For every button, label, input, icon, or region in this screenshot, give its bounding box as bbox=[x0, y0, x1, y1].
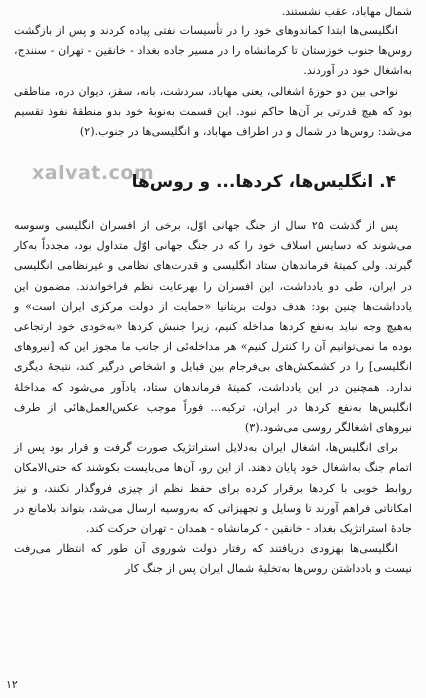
watermark: xalvat.com bbox=[32, 162, 155, 184]
text-block-upper bbox=[14, 21, 412, 142]
section-heading: ۴. انگلیس‌ها، کردها... و روس‌ها bbox=[131, 172, 396, 192]
page-number: ۱۲ bbox=[6, 678, 18, 691]
text-block-lower bbox=[14, 216, 412, 580]
top-partial-line: شمال مهاباد، عقب نشستند. bbox=[281, 5, 412, 18]
paragraph: پس از گذشت ۲۵ سال از جنگ جهانی اوّل، برخی از افسران انگلیسی وسوسه می‌شوند که دسایس اسلاف خود را که در جنگ جهانی اوّل متداول بود، مجدداً به‌کار گیرند. ولی کمیتهٔ فرماندهان ستاد انگلیسی و قدرت‌های نظامی و غیرنظامی انگلیسی در ایران، طی دو یادداشت، این افسران را بهرعایت نظم فراخواندند. مضمون این یادداشت‌ها چنین بود: هدف دولت بریتانیا «حمایت از دولت مرکزی ایران است» و به‌هیچ وجه نباید به‌نفع کردها مداخله کنیم، زیرا جنبش کردها «به‌خودی خود ارتجاعی بوده ما نمی‌توانیم آن را کنترل کنیم» هر مداخله‌ئی از جانب ما مجوز این که [نیروهای انگلیسی] را در کشمکش‌های بی‌فرجام بین قبایل و اشخاص درگیر کند، نتیجهٔ دیگری ندارد. همچنین در این یادداشت، کمیتهٔ فرماندهان ستاد، یادآور می‌شود که مداخلهٔ انگلیس‌ها به‌نفع کردها در ایران، ترکیه... فوراً موجب عکس‌العمل‌هائی از طرف نیروهای اشغالگر روسی می‌شود.(۳) bbox=[14, 219, 412, 435]
paragraph: نواحی بین دو حوزهٔ اشغالی، یعنی مهاباد، سردشت، بانه، سقز، دیوان دره، مناطقی بود که هیچ قدرتی بر آن‌ها حاکم نبود. این قسمت به‌نوبهٔ خود بدو منطقهٔ نفوذ تقسیم می‌شد: روس‌ها در شمال و در اطراف مهاباد، و انگلیسی‌ها در جنوب.(۲) bbox=[14, 84, 412, 139]
paragraph: برای انگلیس‌ها، اشغال ایران به‌دلایل استراتژیک صورت گرفت و قرار بود پس از اتمام جنگ به‌اشغال خود پایان دهند. از این رو، آن‌ها می‌بایست بکوشند که حتی‌الامکان روابط خوبی با کردها برقرار کرده برای حفظ نظم از چیزی فروگذار نکنند، و نیز امکاناتی فراهم آورند تا وسایل و تجهیزاتی که به‌روسیه ارسال می‌شد، بتواند بلامانع در جادهٔ استراتژیک بغداد - خانقین - کرمانشاه - همدان - تهران حرکت کند. bbox=[14, 441, 412, 536]
paragraph: انگلیسی‌ها ابتدا کماندوهای خود را در تأسیسات نفتی پیاده کردند و پس از بازگشت روس‌ها جنوب خوزستان تا کرمانشاه را در مسیر جاده بغداد - خانقین - تهران - سنندج، به‌اشغال خود در آوردند. bbox=[14, 24, 412, 78]
paragraph: انگلیسی‌ها بهزودی دریافتند که رفتار دولت شوروی آن طور که انتظار می‌رفت نیست و بادداشتن روس‌ها به‌تخلیهٔ شمال ایران پس از جنگ کار bbox=[14, 542, 412, 576]
